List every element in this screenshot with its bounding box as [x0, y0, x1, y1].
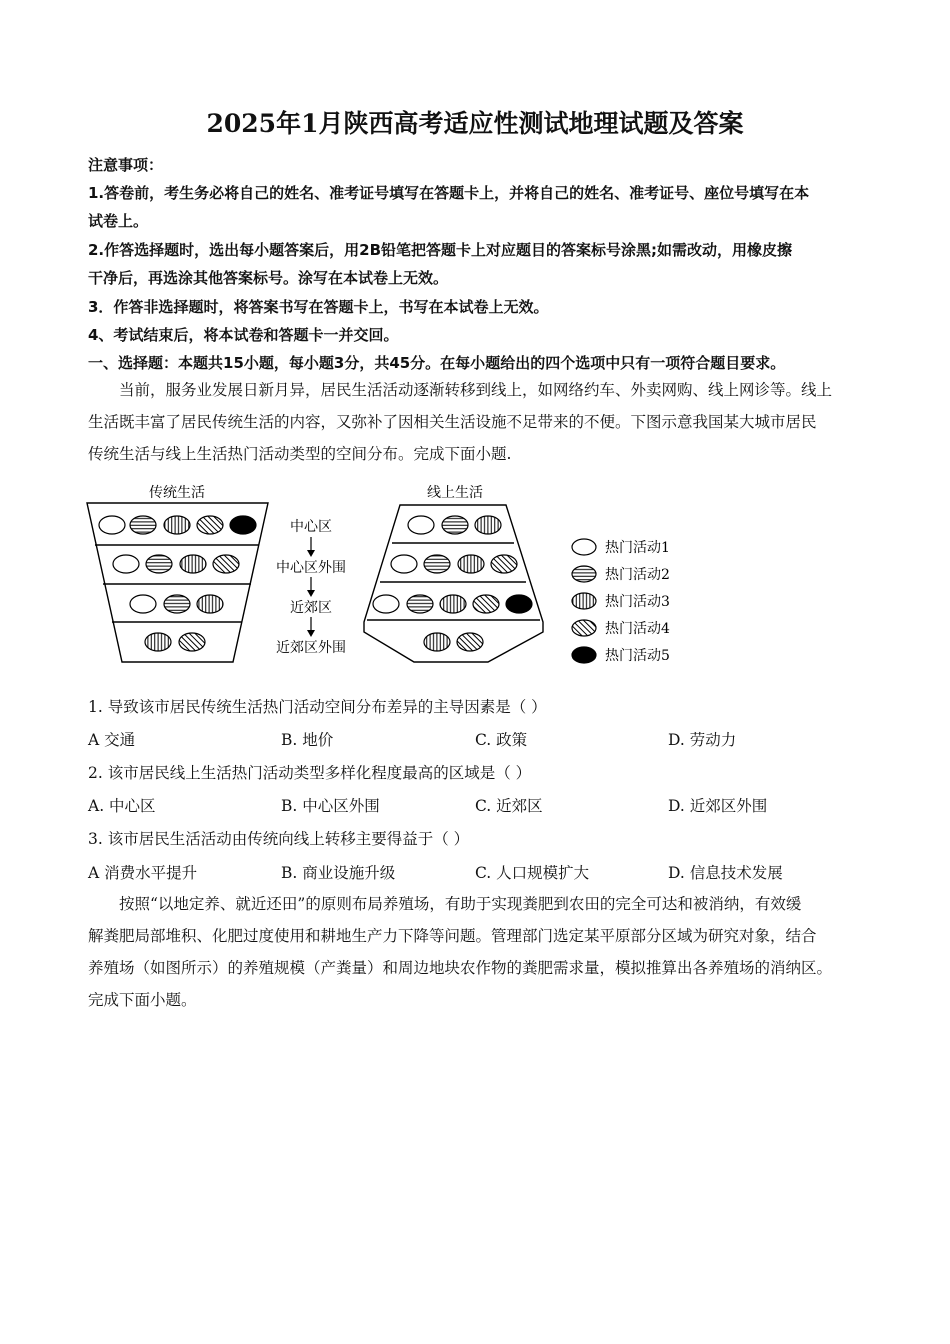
activity-4-marker — [179, 633, 205, 651]
legend-activity-4-label: 热门活动4 — [605, 621, 670, 637]
traditional-life-title: 传统生活 — [149, 485, 205, 501]
activity-1-marker — [130, 595, 156, 613]
question-3-option-d[interactable]: D. 信息技术发展 — [668, 864, 783, 882]
activity-4-marker — [213, 555, 239, 573]
question-1-option-d[interactable]: D. 劳动力 — [668, 731, 737, 749]
activity-5-marker — [506, 595, 532, 613]
question-2-option-d[interactable]: D. 近郊区外围 — [668, 797, 768, 815]
question-2-option-b[interactable]: B. 中心区外围 — [281, 797, 380, 815]
section-heading: 一、选择题：本题共15小题，每小题3分，共45分。在每小题给出的四个选项中只有一项符合题目要求。 — [88, 354, 786, 372]
activity-1-marker — [408, 516, 434, 534]
passage-1-line-2: 生活既丰富了居民传统生活的内容，又弥补了因相关生活设施不足带来的不便。下图示意我国某大城市居民 — [88, 413, 817, 431]
legend-activity-2-swatch — [572, 566, 596, 582]
activity-3-marker — [440, 595, 466, 613]
legend-activity-3-label: 热门活动3 — [605, 594, 670, 610]
legend-activity-2-label: 热门活动2 — [605, 567, 670, 583]
activity-2-marker — [424, 555, 450, 573]
arrow-down-icon — [307, 537, 315, 557]
question-1-option-b[interactable]: B. 地价 — [281, 731, 334, 749]
passage-1 — [88, 374, 864, 470]
activity-5-marker — [230, 516, 256, 534]
question-3-option-b[interactable]: B. 商业设施升级 — [281, 864, 396, 882]
activity-4-marker — [491, 555, 517, 573]
activity-3-marker — [475, 516, 501, 534]
zone-label-suburb: 近郊区 — [290, 600, 332, 616]
activity-1-marker — [391, 555, 417, 573]
zone-label-suburb-periphery: 近郊区外围 — [276, 640, 346, 656]
online-life-title: 线上生活 — [427, 485, 483, 501]
question-1-stem: 1. 导致该市居民传统生活热门活动空间分布差异的主导因素是（ ） — [88, 698, 547, 716]
activity-2-marker — [164, 595, 190, 613]
activity-4-marker — [197, 516, 223, 534]
notice-item-2-line-1: 2.作答选择题时，选出每小题答案后，用2B铅笔把答题卡上对应题目的答案标号涂黑;如需改动，用橡皮擦 — [88, 241, 793, 259]
activity-3-marker — [197, 595, 223, 613]
legend-activity-5-swatch — [572, 647, 596, 663]
legend-activity-3-swatch — [572, 593, 596, 609]
question-2-option-c[interactable]: C. 近郊区 — [475, 797, 543, 815]
activity-distribution-figure — [80, 478, 700, 678]
activity-2-marker — [146, 555, 172, 573]
activity-3-marker — [180, 555, 206, 573]
activity-3-marker — [424, 633, 450, 651]
question-1-option-a[interactable]: A 交通 — [88, 731, 136, 749]
notice-item-1-line-2: 试卷上。 — [88, 212, 149, 230]
legend-activity-4-swatch — [572, 620, 596, 636]
question-3-option-a[interactable]: A 消费水平提升 — [88, 864, 198, 882]
passage-2 — [88, 888, 864, 1016]
passage-2-line-1: 按照“以地定养、就近还田”的原则布局养殖场，有助于实现粪肥到农田的完全可达和被消纳，有效缓 — [119, 895, 802, 913]
arrow-down-icon — [307, 577, 315, 597]
passage-1-line-3: 传统生活与线上生活热门活动类型的空间分布。完成下面小题. — [88, 445, 512, 463]
notice-item-3: 3．作答非选择题时，将答案书写在答题卡上，书写在本试卷上无效。 — [88, 298, 549, 316]
question-3-option-c[interactable]: C. 人口规模扩大 — [475, 864, 590, 882]
legend-activity-1-label: 热门活动1 — [605, 540, 670, 556]
activity-3-marker — [164, 516, 190, 534]
zone-arrows — [307, 537, 315, 637]
activity-2-marker — [130, 516, 156, 534]
zone-label-center: 中心区 — [290, 519, 332, 535]
question-2-option-a[interactable]: A. 中心区 — [88, 797, 156, 815]
notice-heading: 注意事项： — [88, 156, 164, 174]
question-2-stem: 2. 该市居民线上生活热门活动类型多样化程度最高的区域是（ ） — [88, 764, 532, 782]
legend-activity-5-label: 热门活动5 — [605, 648, 670, 664]
notice-item-2-line-2: 干净后，再选涂其他答案标号。涂写在本试卷上无效。 — [88, 269, 449, 287]
activity-2-marker — [407, 595, 433, 613]
notice-item-4: 4、考试结束后，将本试卷和答题卡一并交回。 — [88, 326, 399, 344]
activity-2-marker — [442, 516, 468, 534]
page-title: 2025年1月陕西高考适应性测试地理试题及答案 — [206, 109, 744, 138]
question-1-option-c[interactable]: C. 政策 — [475, 731, 528, 749]
passage-2-line-4: 完成下面小题。 — [88, 991, 197, 1009]
passage-2-line-3: 养殖场（如图所示）的养殖规模（产粪量）和周边地块农作物的粪肥需求量，模拟推算出各养殖场的消纳区。 — [88, 959, 833, 977]
passage-2-line-2: 解粪肥局部堆积、化肥过度使用和耕地生产力下降等问题。管理部门选定某平原部分区域为研究对象，结合 — [88, 927, 817, 945]
notice-item-1-line-1: 1.答卷前，考生务必将自己的姓名、准考证号填写在答题卡上，并将自己的姓名、准考证号、座位号填写在本 — [88, 184, 810, 202]
activity-3-marker — [145, 633, 171, 651]
activity-4-marker — [457, 633, 483, 651]
legend-activity-1-swatch — [572, 539, 596, 555]
activity-1-marker — [113, 555, 139, 573]
activity-1-marker — [99, 516, 125, 534]
activity-1-marker — [373, 595, 399, 613]
legend — [572, 539, 670, 664]
activity-3-marker — [458, 555, 484, 573]
zone-label-center-periphery: 中心区外围 — [276, 560, 346, 576]
activity-4-marker — [473, 595, 499, 613]
passage-1-line-1: 当前，服务业发展日新月异，居民生活活动逐渐转移到线上，如网络约车、外卖网购、线上网诊等。线上 — [119, 381, 833, 399]
arrow-down-icon — [307, 617, 315, 637]
question-3-stem: 3. 该市居民生活活动由传统向线上转移主要得益于（ ） — [88, 830, 470, 848]
